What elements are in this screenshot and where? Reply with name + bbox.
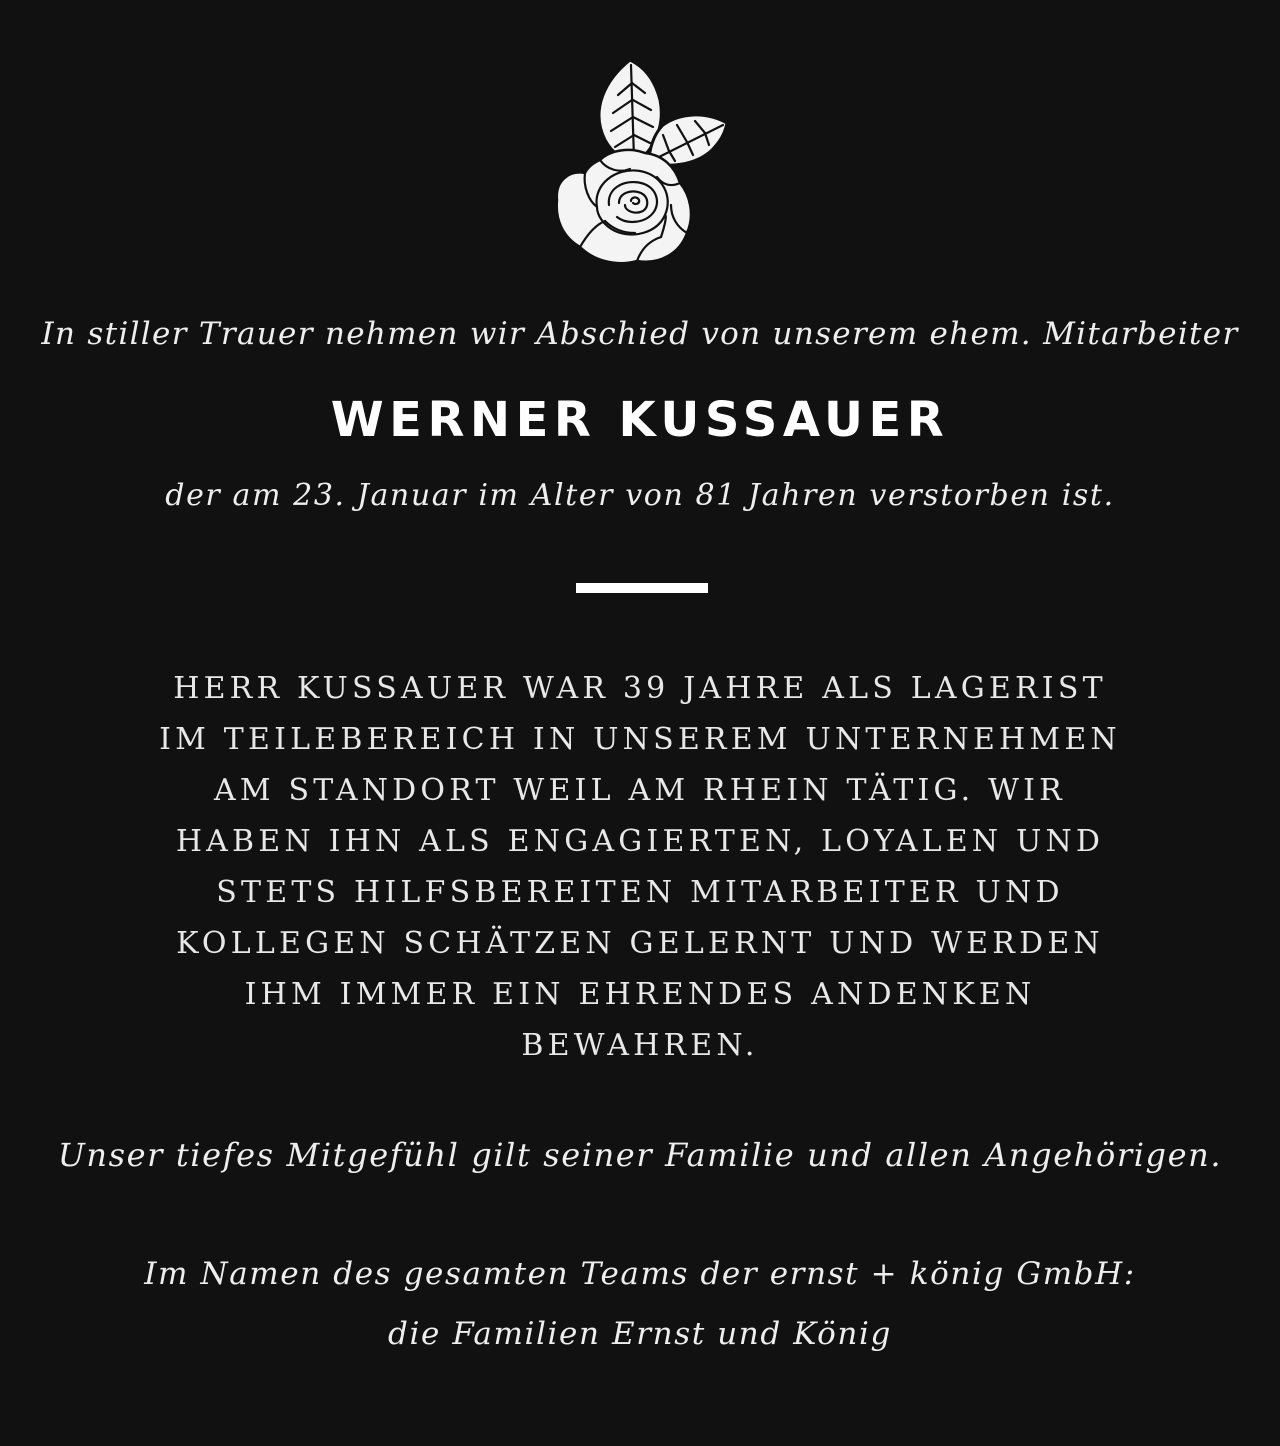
tribute-paragraph (0, 668, 1280, 1076)
tribute-line: IHM IMMER EIN EHRENDES ANDENKEN (244, 977, 1036, 1012)
tribute-line: STETS HILFSBEREITEN MITARBEITER UND (216, 875, 1064, 910)
death-date-text: der am 23. Januar im Alter von 81 Jahren verstorben ist. (165, 478, 1115, 513)
tribute-line: BEWAHREN. (521, 1028, 759, 1063)
tribute-line: AM STANDORT WEIL AM RHEIN TÄTIG. WIR (214, 773, 1066, 808)
tribute-line: KOLLEGEN SCHÄTZEN GELERNT UND WERDEN (176, 926, 1104, 961)
tribute-line: IM TEILEBEREICH IN UNSEREM UNTERNEHMEN (159, 722, 1121, 757)
tribute-line: HERR KUSSAUER WAR 39 JAHRE ALS LAGERIST (173, 671, 1107, 706)
sympathy-text: Unser tiefes Mitgefühl gilt seiner Familie und allen Angehörigen. (57, 1136, 1223, 1174)
divider (576, 583, 708, 593)
signature-line-company: Im Namen des gesamten Teams der ernst + könig GmbH: (144, 1256, 1136, 1292)
deceased-name: WERNER KUSSAUER (330, 392, 950, 448)
intro-text: In stiller Trauer nehmen wir Abschied von unserem ehem. Mitarbeiter (41, 316, 1239, 352)
signature-line-families: die Familien Ernst und König (388, 1316, 892, 1352)
tribute-line: HABEN IHN ALS ENGAGIERTEN, LOYALEN UND (175, 824, 1105, 859)
rose-icon (545, 55, 735, 270)
